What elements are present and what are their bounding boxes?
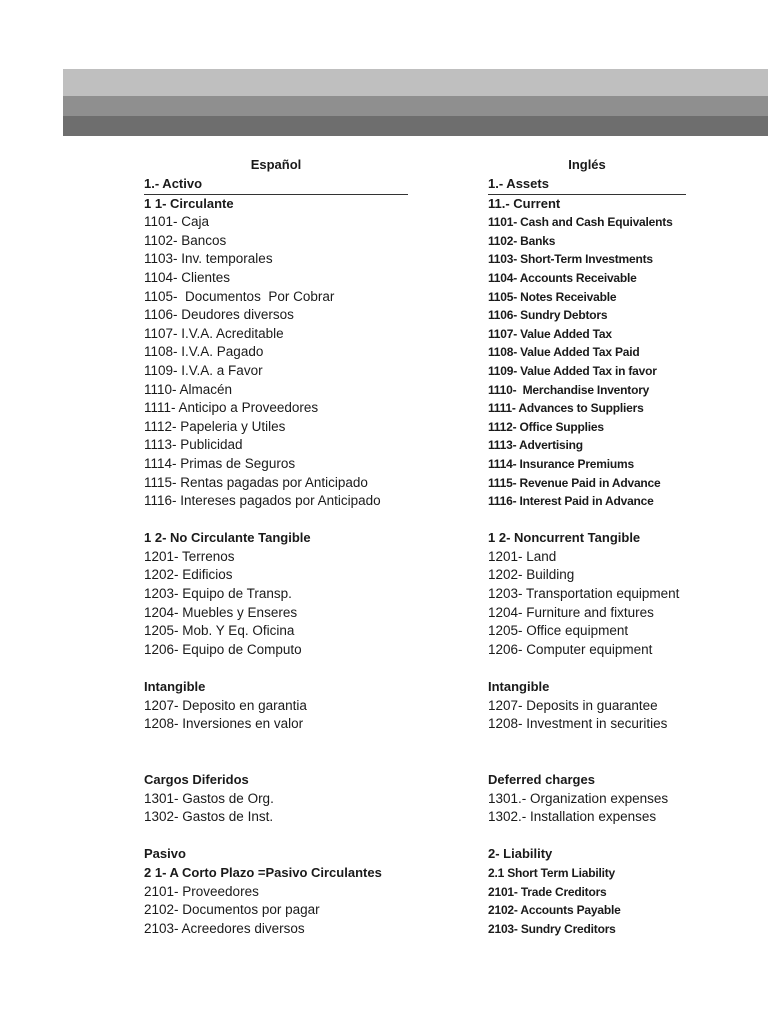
list-item: 1204- Furniture and fixtures: [488, 604, 654, 620]
list-item: 1201- Terrenos: [144, 548, 235, 564]
list-item: 1202- Building: [488, 567, 575, 583]
header-band-medium: [63, 96, 768, 116]
list-item: 1302.- Installation expenses: [488, 809, 657, 825]
subsection-no-circulante: 1 2- No Circulante Tangible: [144, 530, 311, 546]
list-item: 2102- Accounts Payable: [488, 903, 621, 918]
list-item: 1208- Inversiones en valor: [144, 716, 304, 732]
header-band-dark: [63, 116, 768, 136]
list-item: 2101- Proveedores: [144, 883, 259, 899]
list-item: 1115- Revenue Paid in Advance: [488, 475, 661, 490]
list-item: 1207- Deposito en garantia: [144, 697, 307, 713]
list-item: 1205- Mob. Y Eq. Oficina: [144, 623, 295, 639]
english-header: Inglés: [568, 157, 606, 172]
subsection-deferred-charges: Deferred charges: [488, 772, 595, 787]
list-item: 1108- Value Added Tax Paid: [488, 345, 640, 360]
header-band-light: [63, 69, 768, 96]
list-item: 1301.- Organization expenses: [488, 790, 669, 806]
list-item: 1110- Merchandise Inventory: [488, 382, 650, 397]
list-item: 1203- Equipo de Transp.: [144, 586, 292, 602]
subsection-intangible: Intangible: [144, 679, 206, 695]
list-item: 2103- Acreedores diversos: [144, 920, 305, 936]
list-item: 1114- Primas de Seguros: [144, 455, 296, 471]
subsection-short-term: 2.1 Short Term Liability: [488, 865, 616, 880]
list-item: 2101- Trade Creditors: [488, 884, 607, 899]
subsection-corto-plazo: 2 1- A Corto Plazo =Pasivo Circulantes: [144, 864, 382, 880]
list-item: 1302- Gastos de Inst.: [144, 809, 274, 825]
subsection-intangible: Intangible: [488, 679, 550, 695]
list-item: 1103- Short-Term Investments: [488, 252, 653, 267]
list-item: 2102- Documentos por pagar: [144, 902, 320, 918]
section-heading-pasivo: Pasivo: [144, 846, 186, 862]
spanish-column: [144, 155, 408, 938]
list-item: 1106- Deudores diversos: [144, 307, 294, 323]
list-item: 1104- Clientes: [144, 269, 231, 285]
list-item: 1102- Bancos: [144, 232, 227, 248]
subsection-cargos-diferidos: Cargos Diferidos: [144, 772, 249, 787]
list-item: 1206- Equipo de Computo: [144, 641, 302, 657]
list-item: 1204- Muebles y Enseres: [144, 604, 298, 620]
subsection-noncurrent: 1 2- Noncurrent Tangible: [488, 530, 641, 546]
list-item: 1205- Office equipment: [488, 623, 629, 639]
list-item: 1113- Publicidad: [144, 437, 243, 453]
list-item: 1111- Advances to Suppliers: [488, 401, 644, 416]
list-item: 1208- Investment in securities: [488, 716, 668, 732]
list-item: 1107- I.V.A. Acreditable: [144, 325, 284, 341]
list-item: 1105- Notes Receivable: [488, 289, 617, 304]
list-item: 1101- Cash and Cash Equivalents: [488, 215, 673, 230]
list-item: 1101- Caja: [144, 214, 210, 230]
list-item: 1206- Computer equipment: [488, 641, 653, 657]
list-item: 1103- Inv. temporales: [144, 251, 273, 267]
list-item: 1113- Advertising: [488, 438, 583, 453]
list-item: 1112- Office Supplies: [488, 419, 604, 434]
list-item: 1107- Value Added Tax: [488, 326, 612, 341]
list-item: 1104- Accounts Receivable: [488, 270, 637, 285]
list-item: 1115- Rentas pagadas por Anticipado: [144, 474, 368, 490]
list-item: 1203- Transportation equipment: [488, 586, 680, 602]
spanish-header: Español: [250, 157, 302, 172]
list-item: 1106- Sundry Debtors: [488, 308, 608, 323]
list-item: 1116- Intereses pagados por Anticipado: [144, 493, 381, 509]
section-heading-activo: 1.- Activo: [144, 175, 408, 195]
list-item: 1109- I.V.A. a Favor: [144, 362, 263, 378]
list-item: 1102- Banks: [488, 233, 556, 248]
list-item: 1207- Deposits in guarantee: [488, 697, 658, 713]
subsection-current: 11.- Current: [488, 195, 561, 211]
list-item: 1201- Land: [488, 548, 557, 564]
list-item: 2103- Sundry Creditors: [488, 921, 616, 936]
list-item: 1108- I.V.A. Pagado: [144, 344, 264, 360]
list-item: 1202- Edificios: [144, 567, 233, 583]
section-heading-liability: 2- Liability: [488, 846, 553, 862]
english-column: [488, 155, 686, 938]
list-item: 1112- Papeleria y Utiles: [144, 418, 286, 434]
list-item: 1111- Anticipo a Proveedores: [144, 400, 319, 416]
section-heading-assets: 1.- Assets: [488, 175, 686, 195]
list-item: 1301- Gastos de Org.: [144, 790, 274, 806]
list-item: 1109- Value Added Tax in favor: [488, 363, 657, 378]
list-item: 1105- Documentos Por Cobrar: [144, 288, 335, 304]
list-item: 1110- Almacén: [144, 381, 233, 397]
list-item: 1116- Interest Paid in Advance: [488, 494, 654, 509]
list-item: 1114- Insurance Premiums: [488, 456, 634, 471]
subsection-circulante: 1 1- Circulante: [144, 195, 234, 211]
